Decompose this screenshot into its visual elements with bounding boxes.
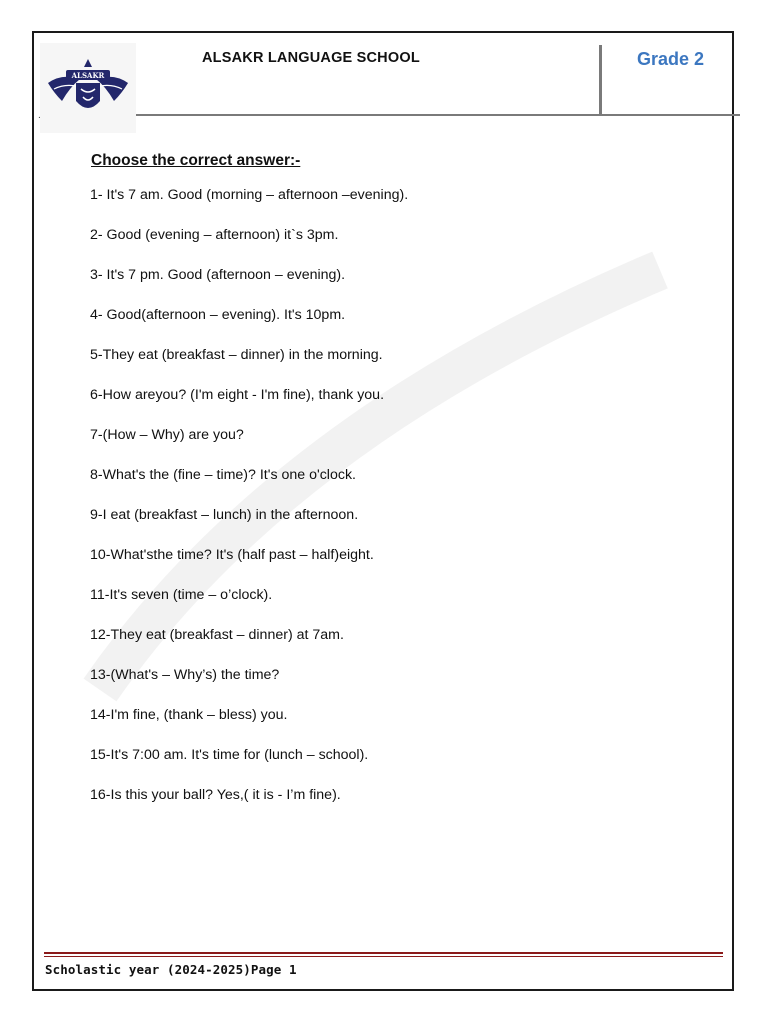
question-item: 14-I'm fine, (thank – bless) you. xyxy=(90,707,288,723)
question-item: 13-(What's – Why’s) the time? xyxy=(90,667,280,683)
footer-rule-thin xyxy=(44,956,723,957)
footer-rule-thick xyxy=(44,952,723,954)
question-item: 6-How areyou? (I'm eight - I'm fine), thank you. xyxy=(90,387,385,403)
question-item: 16-Is this your ball? Yes,( it is - I’m fine). xyxy=(90,787,341,803)
question-item: 8-What's the (fine – time)? It's one o'clock. xyxy=(90,467,356,483)
question-item: 5-They eat (breakfast – dinner) in the morning. xyxy=(90,347,383,363)
school-logo xyxy=(40,43,136,133)
question-item: 1- It's 7 am. Good (morning – afternoon –evening). xyxy=(90,187,409,203)
school-name: ALSAKR LANGUAGE SCHOOL xyxy=(202,50,420,66)
question-list xyxy=(90,186,408,826)
question-item: 12-They eat (breakfast – dinner) at 7am. xyxy=(90,627,344,643)
grade-label: Grade 2 xyxy=(637,49,705,69)
question-item: 9-I eat (breakfast – lunch) in the afternoon. xyxy=(90,507,359,523)
question-item: 2- Good (evening – afternoon) it`s 3pm. xyxy=(90,227,339,243)
instruction-heading: Choose the correct answer:- xyxy=(91,152,301,169)
question-item: 7-(How – Why) are you? xyxy=(90,427,244,443)
header-rule xyxy=(136,114,740,116)
question-item: 4- Good(afternoon – evening). It's 10pm. xyxy=(90,307,346,323)
logo-emblem-icon xyxy=(40,43,136,133)
question-item: 15-It's 7:00 am. It's time for (lunch – school). xyxy=(90,747,369,763)
question-item: 10-What'sthe time? It's (half past – half)eight. xyxy=(90,547,374,563)
question-item: 3- It's 7 pm. Good (afternoon – evening). xyxy=(90,267,346,283)
question-item: 11-It's seven (time – o’clock). xyxy=(90,587,273,603)
header-mark: . xyxy=(38,110,41,121)
header-divider xyxy=(599,45,602,115)
footer-text: Scholastic year (2024-2025)Page 1 xyxy=(45,962,297,977)
logo-banner-text: ALSAKR xyxy=(71,71,105,80)
